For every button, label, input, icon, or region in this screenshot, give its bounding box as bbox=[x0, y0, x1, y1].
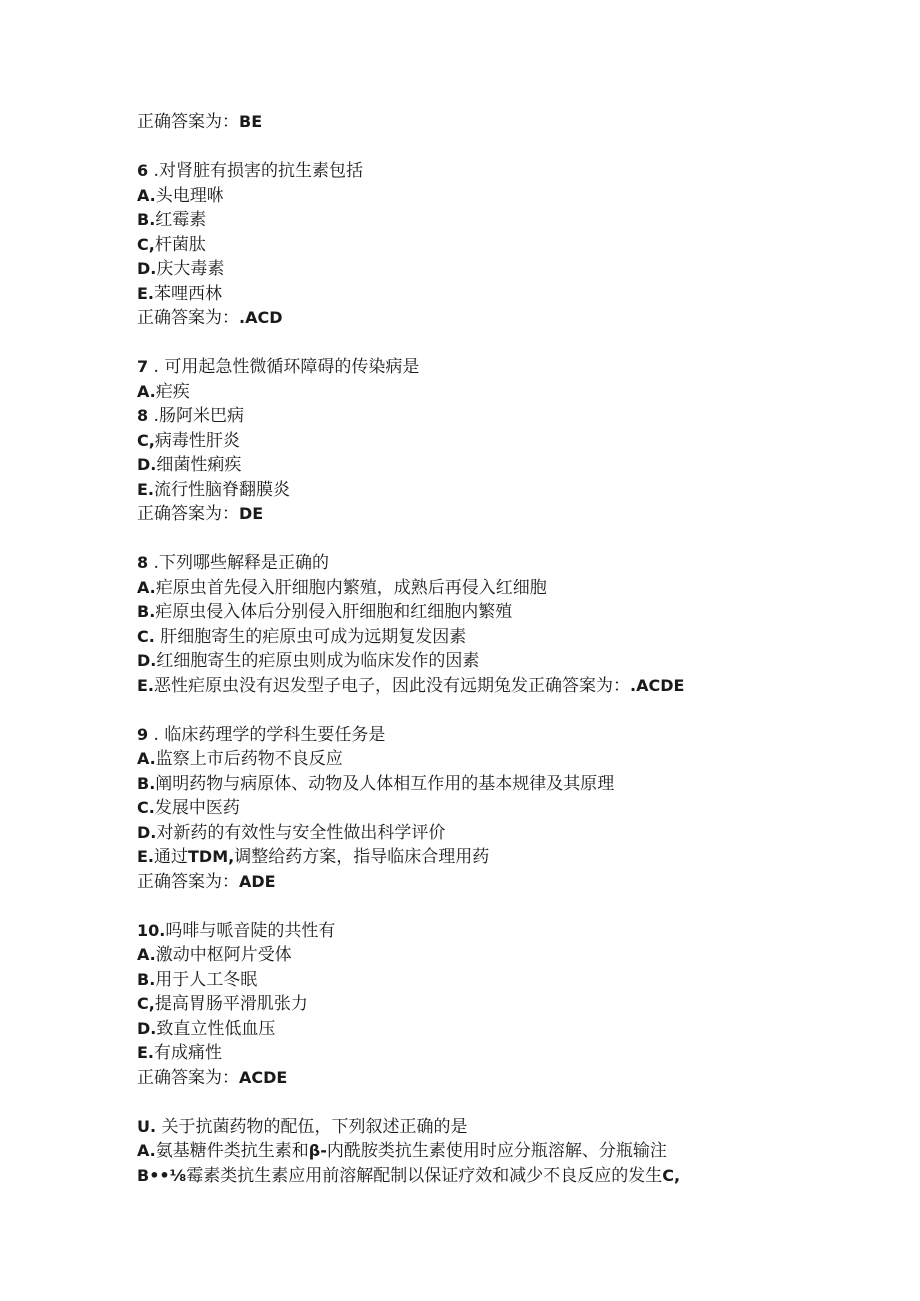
text-run: 氨基糖件类抗生素和 bbox=[155, 1141, 309, 1161]
text-run: 对新药的有效性与安全性做出科学评价 bbox=[156, 822, 446, 843]
bold-text: E. bbox=[137, 283, 155, 303]
text-run: 肝细胞寄生的疟原虫可成为远期复发因素 bbox=[154, 626, 467, 647]
text-run: 正确答案为： bbox=[137, 112, 239, 132]
text-run: 恶性疟原虫没有迟发型子电子，因此没有远期兔发正确答案为： bbox=[154, 675, 631, 696]
bold-text: A. bbox=[137, 1141, 156, 1160]
text-run: 庆大毒素 bbox=[156, 259, 225, 279]
text-line bbox=[137, 404, 877, 429]
document-page bbox=[137, 110, 877, 1188]
text-run: 疟原虫侵入体后分别侵入肝细胞和红细胞内繁殖 bbox=[155, 602, 513, 622]
text-line bbox=[137, 845, 877, 870]
paragraph-gap bbox=[137, 1090, 877, 1115]
text-line bbox=[137, 723, 877, 748]
bold-text: B. bbox=[137, 210, 156, 229]
text-line bbox=[137, 649, 877, 674]
text-run: 正确答案为： bbox=[137, 504, 239, 524]
bold-text: TDM, bbox=[188, 847, 235, 866]
text-line bbox=[137, 502, 877, 527]
bold-text: C. bbox=[137, 626, 155, 646]
text-line bbox=[137, 257, 877, 282]
text-line bbox=[137, 478, 877, 503]
text-run: 调整给药方案，指导临床合理用药 bbox=[234, 847, 490, 867]
text-line bbox=[137, 968, 877, 993]
bold-text: C, bbox=[662, 1165, 681, 1185]
text-line bbox=[137, 992, 877, 1017]
text-run: 内酰胺类抗生素使用时应分瓶溶解、分瓶输注 bbox=[326, 1141, 667, 1161]
text-line bbox=[137, 355, 877, 380]
text-line bbox=[137, 919, 877, 944]
text-run: 有成痛性 bbox=[154, 1043, 223, 1063]
text-run: 疟疾 bbox=[155, 381, 190, 402]
bold-text: B. bbox=[137, 969, 156, 989]
text-line bbox=[137, 674, 877, 699]
text-line bbox=[137, 208, 877, 233]
text-line bbox=[137, 796, 877, 821]
paragraph-gap bbox=[137, 894, 877, 919]
text-run: 细菌性痢疾 bbox=[156, 455, 242, 475]
text-run: 吗啡与哌音陡的共性有 bbox=[165, 920, 336, 941]
bold-text: D. bbox=[137, 822, 157, 842]
bold-text: B. bbox=[137, 602, 156, 621]
text-run: . 临床药理学的学科生要任务是 bbox=[148, 724, 386, 745]
text-line bbox=[137, 600, 877, 625]
bold-text: 8 bbox=[137, 406, 149, 425]
text-line bbox=[137, 1041, 877, 1066]
text-line bbox=[137, 233, 877, 258]
text-run: 霉素类抗生素应用前溶解配制以保证疗效和减少不良反应的发生 bbox=[186, 1165, 663, 1186]
bold-text: E. bbox=[137, 479, 155, 499]
text-run: 提高胃肠平滑肌张力 bbox=[154, 994, 308, 1014]
paragraph-gap bbox=[137, 135, 877, 160]
bold-text: 9 bbox=[137, 724, 149, 744]
bold-text: A. bbox=[137, 577, 156, 597]
bold-text: DE bbox=[239, 504, 264, 523]
text-line bbox=[137, 1066, 877, 1091]
text-run: 病毒性肝炎 bbox=[154, 430, 240, 451]
text-line bbox=[137, 1115, 877, 1140]
text-run: 头电理咻 bbox=[155, 185, 224, 206]
bold-text: B. bbox=[137, 773, 156, 793]
bold-text: ACDE bbox=[239, 1067, 288, 1087]
text-run: 通过 bbox=[154, 847, 189, 867]
text-line bbox=[137, 184, 877, 209]
bold-text: β- bbox=[308, 1141, 327, 1160]
bold-text: .ACDE bbox=[630, 675, 685, 695]
bold-text: BE bbox=[239, 112, 263, 131]
bold-text: A. bbox=[137, 185, 156, 205]
text-run: 正确答案为： bbox=[137, 308, 239, 328]
bold-text: E. bbox=[137, 847, 155, 866]
bold-text: C, bbox=[137, 430, 155, 450]
text-line bbox=[137, 821, 877, 846]
text-line bbox=[137, 551, 877, 576]
bold-text: C, bbox=[137, 234, 155, 254]
bold-text: U. bbox=[137, 1116, 157, 1136]
bold-text: D. bbox=[137, 651, 157, 670]
bold-text: 7 bbox=[137, 357, 149, 376]
bold-text: .ACD bbox=[239, 308, 283, 327]
bold-text: E. bbox=[137, 1043, 155, 1062]
text-line bbox=[137, 1139, 877, 1164]
text-line bbox=[137, 747, 877, 772]
paragraph-gap bbox=[137, 331, 877, 356]
bold-text: D. bbox=[137, 259, 157, 278]
text-run: . 可用起急性微循环障碍的传染病是 bbox=[148, 357, 420, 377]
text-run: 发展中医药 bbox=[154, 798, 240, 818]
text-line bbox=[137, 453, 877, 478]
text-line bbox=[137, 380, 877, 405]
text-run: 正确答案为： bbox=[137, 1067, 239, 1088]
bold-text: ADE bbox=[239, 871, 276, 891]
text-line bbox=[137, 1017, 877, 1042]
text-run: .肠阿米巴病 bbox=[148, 406, 244, 426]
bold-text: 8 bbox=[137, 553, 149, 572]
text-run: 激动中枢阿片受体 bbox=[155, 945, 292, 965]
text-line bbox=[137, 772, 877, 797]
text-line bbox=[137, 282, 877, 307]
text-run: .对肾脏有损害的抗生素包括 bbox=[148, 161, 363, 181]
text-line bbox=[137, 1164, 877, 1189]
text-line bbox=[137, 943, 877, 968]
text-run: 红细胞寄生的疟原虫则成为临床发作的因素 bbox=[156, 651, 480, 671]
text-run: .下列哪些解释是正确的 bbox=[148, 553, 329, 573]
text-line bbox=[137, 625, 877, 650]
bold-text: D. bbox=[137, 455, 157, 474]
bold-text: E. bbox=[137, 675, 155, 695]
text-run: 阐明药物与病原体、动物及人体相互作用的基本规律及其原理 bbox=[155, 773, 615, 794]
text-line bbox=[137, 576, 877, 601]
text-line bbox=[137, 159, 877, 184]
text-line bbox=[137, 110, 877, 135]
text-line bbox=[137, 870, 877, 895]
bold-text: A. bbox=[137, 945, 156, 964]
bold-text: C. bbox=[137, 798, 155, 817]
text-line bbox=[137, 306, 877, 331]
paragraph-gap bbox=[137, 527, 877, 552]
bold-text: D. bbox=[137, 1018, 157, 1038]
bold-text: C, bbox=[137, 994, 155, 1013]
text-run: 用于人工冬眠 bbox=[155, 969, 258, 990]
text-run: 苯哩西林 bbox=[154, 283, 223, 304]
text-run: 关于抗菌药物的配伍，下列叙述正确的是 bbox=[156, 1116, 468, 1137]
text-run: 流行性脑脊翻膜炎 bbox=[154, 479, 291, 500]
bold-text: B••⅛ bbox=[137, 1165, 187, 1185]
text-run: 致直立性低血压 bbox=[156, 1018, 276, 1039]
bold-text: A. bbox=[137, 749, 156, 768]
text-run: 正确答案为： bbox=[137, 871, 239, 892]
bold-text: A. bbox=[137, 381, 156, 401]
bold-text: 6 bbox=[137, 161, 149, 180]
text-run: 疟原虫首先侵入肝细胞内繁殖，成熟后再侵入红细胞 bbox=[155, 577, 547, 598]
bold-text: 10. bbox=[137, 920, 166, 940]
text-run: 杆菌肽 bbox=[154, 234, 206, 255]
text-line bbox=[137, 429, 877, 454]
text-run: 红霉素 bbox=[155, 210, 207, 230]
paragraph-gap bbox=[137, 698, 877, 723]
text-run: 监察上市后药物不良反应 bbox=[155, 749, 343, 769]
